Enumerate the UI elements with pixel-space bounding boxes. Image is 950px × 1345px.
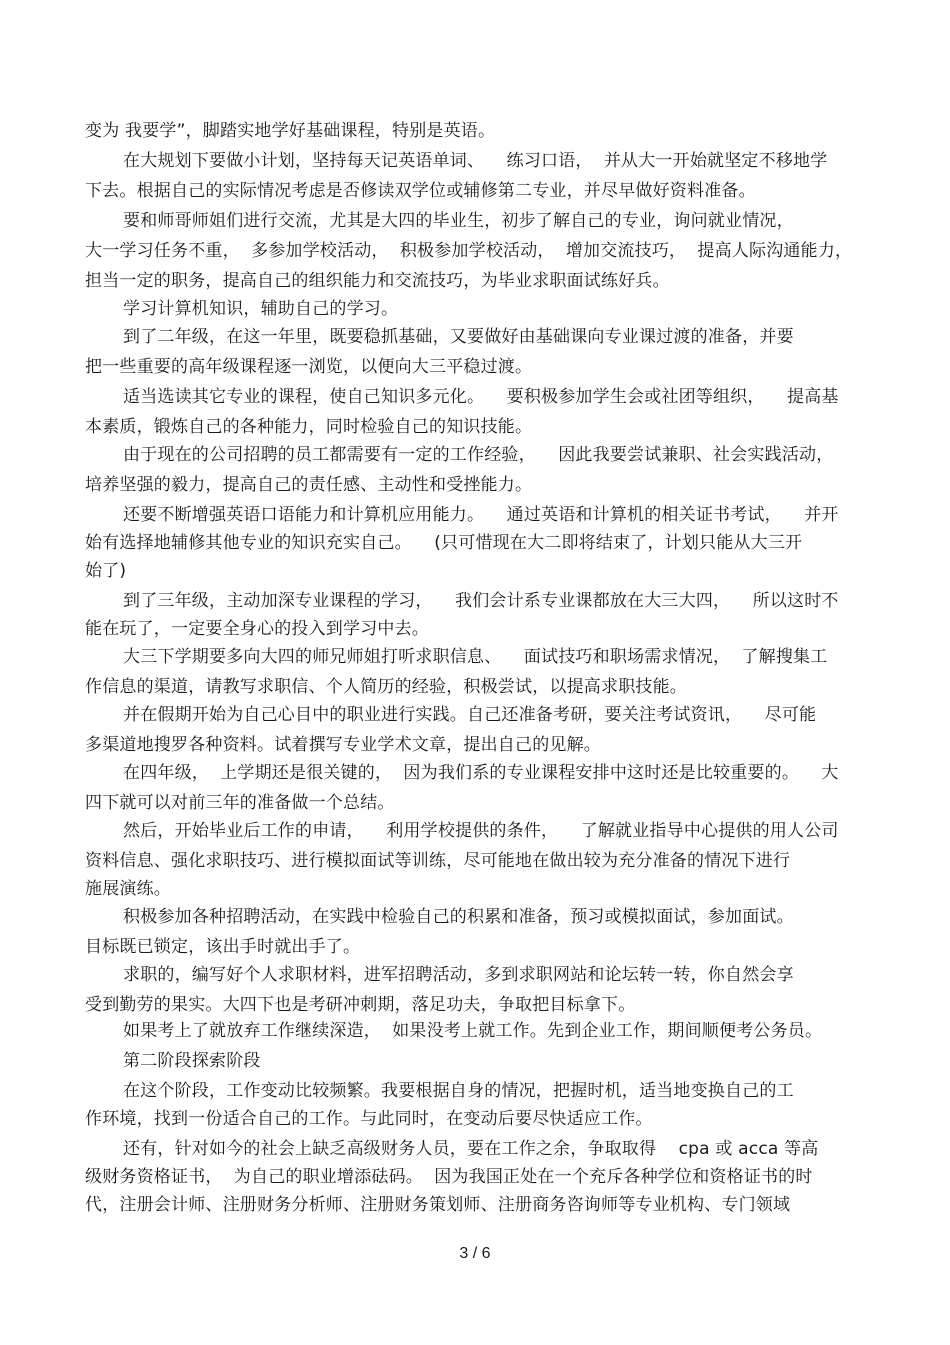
text-line: 本素质，锻炼自己的各种能力，同时检验自己的知识技能。 <box>85 417 533 437</box>
text-line: 始有选择地辅修其他专业的知识充实自己。 (只可惜现在大二即将结束了，计划只能从大三开 <box>85 533 803 553</box>
text-line: 作信息的渠道，请教写求职信、个人简历的经验，积极尝试，以提高求职技能。 <box>85 677 687 697</box>
text-line: 能在玩了，一定要全身心的投入到学习中去。 <box>85 619 429 639</box>
text-line: 变为 我要学”，脚踏实地学好基础课程，特别是英语。 <box>85 121 496 141</box>
text-line: 还有，针对如今的社会上缺乏高级财务人员，要在工作之余，争取取得 cpa 或 acca 等高 <box>123 1139 819 1159</box>
text-line: 大三下学期要多向大四的师兄师姐打听求职信息、 面试技巧和职场需求情况， 了解搜集工 <box>123 647 828 667</box>
text-line: 大一学习任务不重， 多参加学校活动， 积极参加学校活动， 增加交流技巧， 提高人际沟通能力， <box>85 241 853 261</box>
text-line: 四下就可以对前三年的准备做一个总结。 <box>85 793 395 813</box>
text-line: 受到勤劳的果实。大四下也是考研冲刺期，落足功夫，争取把目标拿下。 <box>85 995 636 1015</box>
text-line: 积极参加各种招聘活动，在实践中检验自己的积累和准备，预习或模拟面试，参加面试。 <box>123 907 794 927</box>
text-line: 适当选读其它专业的课程，使自己知识多元化。 要积极参加学生会或社团等组织， 提高基 <box>123 387 839 407</box>
text-line: 目标既已锁定，该出手时就出手了。 <box>85 937 361 957</box>
text-line: 代，注册会计师、注册财务分析师、注册财务策划师、注册商务咨询师等专业机构、专门领域 <box>85 1195 791 1215</box>
text-line: 到了二年级，在这一年里，既要稳抓基础，又要做好由基础课向专业课过渡的准备，并要 <box>123 327 794 347</box>
text-line: 并在假期开始为自己心目中的职业进行实践。自己还准备考研，要关注考试资讯， 尽可能 <box>123 705 817 725</box>
text-line: 然后，开始毕业后工作的申请， 利用学校提供的条件， 了解就业指导中心提供的用人公司 <box>123 821 839 841</box>
text-line: 下去。根据自己的实际情况考虑是否修读双学位或辅修第二专业，并尽早做好资料准备。 <box>85 181 756 201</box>
text-line: 由于现在的公司招聘的员工都需要有一定的工作经验， 因此我要尝试兼职、社会实践活动， <box>123 445 834 465</box>
text-line: 到了三年级，主动加深专业课程的学习， 我们会计系专业课都放在大三大四， 所以这时不 <box>123 591 839 611</box>
text-line: 级财务资格证书， 为自己的职业增添砝码。 因为我国正处在一个充斥各种学位和资格证书的时 <box>85 1167 813 1187</box>
text-line: 把一些重要的高年级课程逐一浏览，以便向大三平稳过渡。 <box>85 357 533 377</box>
text-line: 在四年级， 上学期还是很关键的， 因为我们系的专业课程安排中这时还是比较重要的。 大 <box>123 763 839 783</box>
text-line: 资料信息、强化求职技巧、进行模拟面试等训练，尽可能地在做出较为充分准备的情况下进行 <box>85 851 791 871</box>
page-number: 3 / 6 <box>459 1245 491 1262</box>
text-line: 施展演练。 <box>85 879 171 899</box>
text-line: 还要不断增强英语口语能力和计算机应用能力。 通过英语和计算机的相关证书考试， 并开 <box>123 505 839 525</box>
text-line: 在这个阶段，工作变动比较频繁。我要根据自身的情况，把握时机，适当地变换自己的工 <box>123 1081 794 1101</box>
text-line: 求职的，编写好个人求职材料，进军招聘活动，多到求职网站和论坛转一转，你自然会享 <box>123 965 794 985</box>
text-line: 如果考上了就放弃工作继续深造， 如果没考上就工作。先到企业工作，期间顺便考公务员。 <box>123 1021 823 1041</box>
text-line: 培养坚强的毅力，提高自己的责任感、主动性和受挫能力。 <box>85 475 533 495</box>
text-line: 在大规划下要做小计划，坚持每天记英语单词、 练习口语， 并从大一开始就坚定不移地学 <box>123 151 828 171</box>
text-line: 要和师哥师姐们进行交流，尤其是大四的毕业生，初步了解自己的专业，询问就业情况， <box>123 211 794 231</box>
text-line: 始了) <box>85 561 127 581</box>
text-line: 担当一定的职务，提高自己的组织能力和交流技巧，为毕业求职面试练好兵。 <box>85 271 670 291</box>
text-line: 多渠道地搜罗各种资料。试着撰写专业学术文章，提出自己的见解。 <box>85 735 601 755</box>
text-line: 作环境，找到一份适合自己的工作。与此同时，在变动后要尽快适应工作。 <box>85 1109 653 1129</box>
text-line: 学习计算机知识，辅助自己的学习。 <box>123 299 399 319</box>
text-line: 第二阶段探索阶段 <box>123 1051 261 1071</box>
